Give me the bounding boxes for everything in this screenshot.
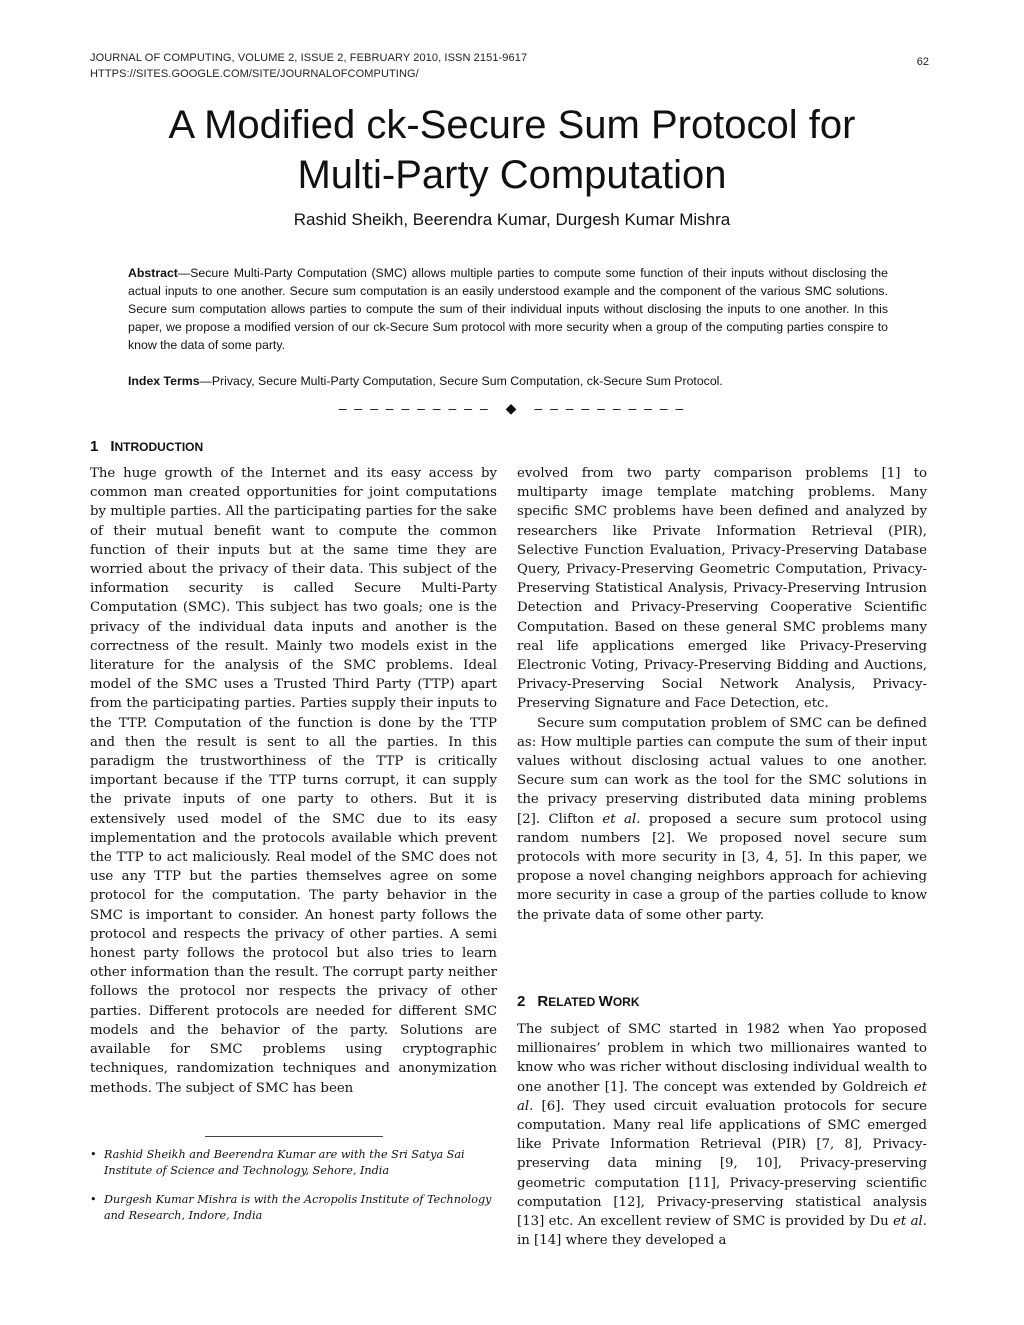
section-number: 2	[517, 993, 526, 1010]
rw-etal-1: et al.	[517, 1079, 927, 1114]
index-terms-label: Index Terms	[128, 374, 200, 388]
intro-paragraph-1: The huge growth of the Internet and its easy access by common man created opportunities for joint computations by multiple parties. All the participating parties for the sake of their mutual benefit want to compute the common function of their inputs but at the same time they are worried about the privacy of their data. This subject of the information security is called Secure Multi-Party Computation (SMC). This subject has two goals; one is the privacy of the individual data inputs and another is the correctness of the result. Mainly two models exist in the literature for the analysis of the SMC problems. Ideal model of the SMC uses a Trusted Third Party (TTP) apart from the participating parties. Parties supply their inputs to the TTP. Computation of the function is done by the TTP and then the result is sent to all the parties. In this paradigm the trustworthiness of the TTP is critically important because if the TTP turns corrupt, it can supply the private inputs of one party to others. But it is extensively used model of the SMC due to its easy implementation and the protocols available which prevent the TTP to act maliciously. Real model of the SMC does not use any TTP but the parties themselves agree on some protocol for the computation. The party behavior in the SMC is important to consider. An honest party follows the protocol and respects the privacy of other parties. A semi honest party follows the protocol but also tries to learn other information than the result. The corrupt party neither follows the protocol nor respects the privacy of other parties. Different protocols are needed for different SMC models and the behavior of the party. Solutions are available for SMC problems using cryptographic techniques, randomization techniques and anonymization methods. The subject of SMC has been	[90, 466, 497, 1096]
right-column-text	[517, 464, 927, 925]
rw-text-c: in [14] where they developed a	[517, 1233, 727, 1249]
abstract-text: —Secure Multi-Party Computation (SMC) allows multiple parties to compute some function of their inputs without disclosing the actual inputs to one another. Secure sum computation is an easily understood example and the component of the various SMC solutions. Secure sum computation allows parties to compute the sum of their individual inputs without disclosing the inputs to one another. In this paper, we propose a modified version of our ck-Secure Sum protocol with more security when a group of the computing parties conspire to know the data of some party.	[128, 266, 888, 352]
divider-dashes-right: – – – – – – – – – –	[534, 400, 686, 416]
footnote-rule	[205, 1136, 383, 1137]
section-title-initial-2: W	[598, 993, 613, 1010]
index-terms	[128, 372, 888, 390]
section-divider	[0, 400, 1024, 417]
related-work-paragraph	[517, 1020, 927, 1250]
footnote-affiliation-2	[90, 1192, 500, 1224]
section-title-rest-2: ORK	[612, 995, 640, 1009]
section-title-rest: NTRODUCTION	[114, 440, 204, 454]
diamond-icon: ◆	[505, 400, 519, 416]
intro-p2-etal: et al.	[602, 811, 641, 827]
section-title-initial: I	[110, 438, 115, 455]
intro-p2-text-b: proposed a secure sum protocol using random numbers [2]. We proposed novel secure sum protocols with more security in [3, 4, 5]. In this paper, we propose a novel changing neighbors approach for achieving more security in case a group of the parties collude to know the private data of some other party.	[517, 811, 927, 923]
related-work-text	[517, 1020, 927, 1250]
bullet-icon: •	[90, 1148, 97, 1161]
title-line-2: Multi-Party Computation	[297, 153, 727, 197]
section-title-rest: ELATED	[548, 995, 599, 1009]
rw-text-a: The subject of SMC started in 1982 when Yao proposed millionaires’ problem in which two millionaires wanted to know who was richer without disclosing individual wealth to one another [1]. The concept was extended by Goldreich	[517, 1022, 927, 1095]
section-title-initial: R	[537, 993, 549, 1010]
journal-header: JOURNAL OF COMPUTING, VOLUME 2, ISSUE 2, FEBRUARY 2010, ISSN 2151-9617	[90, 52, 528, 64]
bullet-icon: •	[90, 1193, 97, 1206]
section-heading-related-work	[517, 993, 639, 1010]
rw-text-b: [6]. They used circuit evaluation protocols for secure computation. Many real life applications of SMC emerged like Private Information Retrieval (PIR) [7, 8], Privacy-preserving data mining [9, 10], Privacy-preserving geometric computation [11], Privacy-preserving scientific computation [12], Privacy-preserving statistical analysis [13] etc. An excellent review of SMC is provided by Du	[517, 1098, 927, 1230]
author-list: Rashid Sheikh, Beerendra Kumar, Durgesh Kumar Mishra	[293, 210, 731, 229]
footnote-affiliation-1	[90, 1147, 500, 1179]
journal-url: HTTPS://SITES.GOOGLE.COM/SITE/JOURNALOFCOMPUTING/	[90, 68, 419, 80]
section-heading-introduction	[90, 438, 203, 455]
section-number: 1	[90, 438, 99, 455]
title-line-1: A Modified ck-Secure Sum Protocol for	[168, 103, 856, 147]
rw-etal-2: et al.	[893, 1214, 927, 1230]
footnote-text-2: Durgesh Kumar Mishra is with the Acropolis Institute of Technology and Research, Indore, India	[104, 1193, 492, 1222]
intro-paragraph-continued: evolved from two party comparison problems [1] to multiparty image template matching problems. Many specific SMC problems have been defined and analyzed by researchers like Private Information Retrieval (PIR), Selective Function Evaluation, Privacy-Preserving Database Query, Privacy-Preserving Geometric Computation, Privacy-Preserving Statistical Analysis, Privacy-Preserving Intrusion Detection and Privacy-Preserving Cooperative Scientific Computation. Based on these general SMC problems many real life applications emerged like Privacy-Preserving Electronic Voting, Privacy-Preserving Bidding and Auctions, Privacy-Preserving Social Network Analysis, Privacy-Preserving Signature and Face Detection, etc.	[517, 466, 927, 712]
page-number: 62	[916, 56, 929, 68]
intro-p2-text-a: Secure sum computation problem of SMC can be defined as: How multiple parties can compute the sum of their input values without disclosing actual values to one another. Secure sum can work as the tool for the SMC solutions in the privacy preserving distributed data mining problems [2]. Clifton	[517, 715, 927, 827]
index-terms-text: —Privacy, Secure Multi-Party Computation, Secure Sum Computation, ck-Secure Sum Protocol.	[199, 374, 723, 388]
abstract	[128, 264, 888, 354]
paper-title	[0, 100, 1024, 200]
divider-dashes-left: – – – – – – – – – –	[338, 400, 490, 416]
footnote-text-1: Rashid Sheikh and Beerendra Kumar are with the Sri Satya Sai Institute of Science and Technology, Sehore, India	[104, 1148, 465, 1177]
abstract-label: Abstract	[128, 266, 178, 280]
left-column-text	[90, 464, 497, 1098]
intro-paragraph-2	[517, 714, 927, 925]
